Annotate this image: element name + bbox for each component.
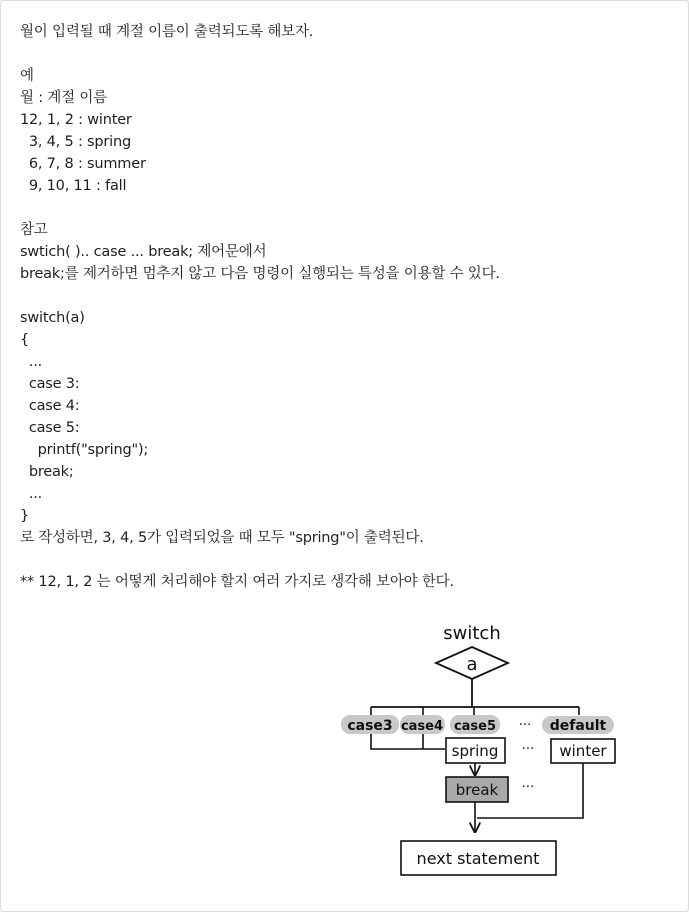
case3-label: case3	[347, 718, 393, 734]
text-line: 12, 1, 2 : winter	[20, 112, 132, 128]
text-line: }	[20, 508, 30, 524]
winter-label: winter	[559, 742, 607, 760]
text-line: 참고	[20, 222, 48, 238]
text-line	[20, 285, 680, 307]
text-line: 로 작성하면, 3, 4, 5가 입력되었을 때 모두 "spring"이 출력된다.	[20, 530, 424, 546]
problem-text	[20, 21, 680, 593]
text-line: break;	[20, 464, 74, 480]
ellipsis-mid: ···	[521, 742, 535, 757]
text-line: case 5:	[20, 420, 80, 436]
default-label: default	[549, 718, 607, 734]
text-line: break;를 제거하면 멈추지 않고 다음 명령이 실행되는 특성을 이용할 수 있다.	[20, 266, 500, 282]
text-line: printf("spring");	[20, 442, 149, 458]
switch-flow-diagram	[337, 617, 627, 885]
text-line: case 4:	[20, 398, 80, 414]
text-line: {	[20, 332, 30, 348]
text-line: 월이 입력될 때 계절 이름이 출력되도록 해보자.	[20, 24, 314, 40]
text-line	[20, 549, 680, 571]
text-line	[20, 197, 680, 219]
case4-label: case4	[400, 719, 444, 734]
spring-label: spring	[451, 742, 499, 760]
text-line: case 3:	[20, 376, 80, 392]
text-line: 월 : 계절 이름	[20, 90, 107, 106]
case3-flow	[371, 734, 445, 749]
text-line: 3, 4, 5 : spring	[20, 134, 131, 150]
next-statement-label: next statement	[416, 849, 540, 868]
text-line: switch(a)	[20, 310, 85, 326]
switch-label: switch	[443, 623, 501, 644]
text-line: 9, 10, 11 : fall	[20, 178, 127, 194]
text-line: ** 12, 1, 2 는 어떻게 처리해야 할지 여러 가지로 생각해 보아야 한다.	[20, 574, 454, 590]
text-line: 6, 7, 8 : summer	[20, 156, 146, 172]
text-line: 예	[20, 68, 34, 84]
ellipsis-top: ···	[518, 718, 532, 733]
text-line: swtich( ).. case ... break; 제어문에서	[20, 244, 267, 260]
case5-label: case5	[453, 719, 497, 734]
ellipsis-bottom: ···	[521, 780, 535, 795]
decision-label: a	[466, 654, 478, 675]
text-line	[20, 43, 680, 65]
text-line: ...	[20, 486, 43, 502]
text-line: ...	[20, 354, 43, 370]
break-label: break	[455, 781, 499, 799]
